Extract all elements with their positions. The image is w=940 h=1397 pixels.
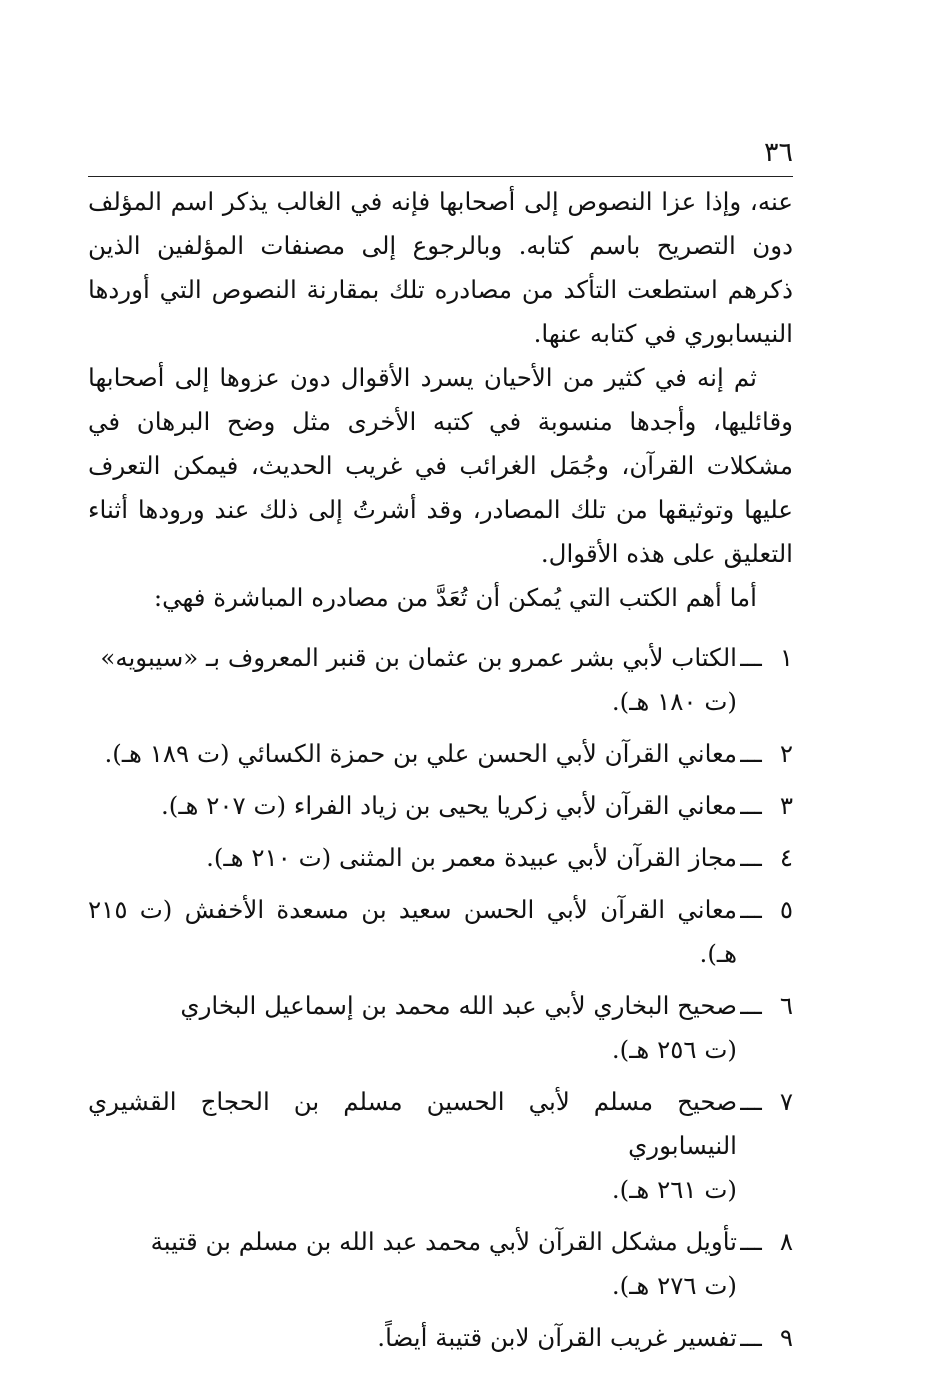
paragraph-sources-intro: أما أهم الكتب التي يُمكن أن تُعَدَّ من مصادره المباشرة فهي: xyxy=(153,583,757,612)
source-number: ٤ xyxy=(779,843,793,872)
source-dash: ـــ xyxy=(740,991,762,1020)
source-death-date: (ت ١٨٠ هـ). xyxy=(611,687,737,716)
paragraph-continuation: عنه، وإذا عزا النصوص إلى أصحابها فإنه في الغالب يذكر اسم المؤلف دون التصريح باسم كتابه. وبالرجوع إلى مصنفات المؤلفين الذين ذكرهم استطعت التأكد من مصادره تلك بمقارنة النصوص التي أوردها النيسابوري في كتابه عنها. xyxy=(88,187,793,348)
source-death-date: (ت ٢٥٦ هـ). xyxy=(611,1035,737,1064)
source-number: ٢ xyxy=(779,739,793,768)
header-rule xyxy=(88,176,793,177)
source-text xyxy=(88,636,737,724)
source-number: ٦ xyxy=(779,991,793,1020)
source-text xyxy=(88,1080,737,1212)
source-item xyxy=(88,1080,793,1212)
page-number: ٣٦ xyxy=(763,137,793,168)
source-title: صحيح البخاري لأبي عبد الله محمد بن إسماعيل البخاري xyxy=(180,991,737,1020)
source-title: معاني القرآن لأبي الحسن علي بن حمزة الكسائي (ت ١٨٩ هـ). xyxy=(104,739,737,768)
source-title: معاني القرآن لأبي زكريا يحيى بن زياد الفراء (ت ٢٠٧ هـ). xyxy=(160,791,737,820)
source-text xyxy=(88,888,737,976)
source-text xyxy=(88,984,737,1072)
source-text xyxy=(88,1316,737,1360)
source-death-date: (ت ٢٧٦ هـ). xyxy=(611,1271,737,1300)
page-header xyxy=(88,132,793,174)
source-item xyxy=(88,732,793,776)
source-dash: ـــ xyxy=(740,1227,762,1256)
book-page xyxy=(88,132,793,1368)
source-death-date: (ت ٢٦١ هـ). xyxy=(611,1175,737,1204)
source-number: ٨ xyxy=(779,1227,793,1256)
source-text xyxy=(88,732,737,776)
source-title: مجاز القرآن لأبي عبيدة معمر بن المثنى (ت ٢١٠ هـ). xyxy=(206,843,737,872)
source-number: ٧ xyxy=(779,1087,793,1116)
sources-list xyxy=(88,636,793,1360)
source-dash: ـــ xyxy=(740,739,762,768)
paragraph-unattributed-sayings: ثم إنه في كثير من الأحيان يسرد الأقوال دون عزوها إلى أصحابها وقائليها، وأجدها منسوبة في كتبه الأخرى مثل وضح البرهان في مشكلات القرآن، وجُمَل الغرائب في غريب الحديث، فيمكن التعرف عليها وتوثيقها من تلك المصادر، وقد أشرتُ إلى ذلك عند ورودها أثناء التعليق على هذه الأقوال. xyxy=(88,363,793,568)
source-item xyxy=(88,984,793,1072)
source-title: صحيح مسلم لأبي الحسين مسلم بن الحجاج القشيري النيسابوري xyxy=(88,1087,737,1160)
source-dash: ـــ xyxy=(740,1087,762,1116)
source-title: الكتاب لأبي بشر عمرو بن عثمان بن قنبر المعروف بـ «سيبويه» xyxy=(100,643,737,672)
source-item xyxy=(88,1220,793,1308)
source-number: ٥ xyxy=(779,895,793,924)
source-item xyxy=(88,636,793,724)
source-text xyxy=(88,836,737,880)
source-title: معاني القرآن لأبي الحسن سعيد بن مسعدة الأخفش (ت ٢١٥ هـ). xyxy=(88,895,737,968)
source-title: تأويل مشكل القرآن لأبي محمد عبد الله بن مسلم بن قتيبة xyxy=(150,1227,737,1256)
source-dash: ـــ xyxy=(740,895,762,924)
source-dash: ـــ xyxy=(740,791,762,820)
source-dash: ـــ xyxy=(740,843,762,872)
source-number: ١ xyxy=(779,643,793,672)
source-dash: ـــ xyxy=(740,1323,762,1352)
source-item xyxy=(88,836,793,880)
source-text xyxy=(88,784,737,828)
source-number: ٣ xyxy=(779,791,793,820)
source-number: ٩ xyxy=(779,1323,793,1352)
source-text xyxy=(88,1220,737,1308)
source-dash: ـــ xyxy=(740,643,762,672)
source-item xyxy=(88,1316,793,1360)
source-item xyxy=(88,784,793,828)
source-title: تفسير غريب القرآن لابن قتيبة أيضاً. xyxy=(377,1323,737,1352)
source-item xyxy=(88,888,793,976)
page-body xyxy=(88,174,793,1360)
